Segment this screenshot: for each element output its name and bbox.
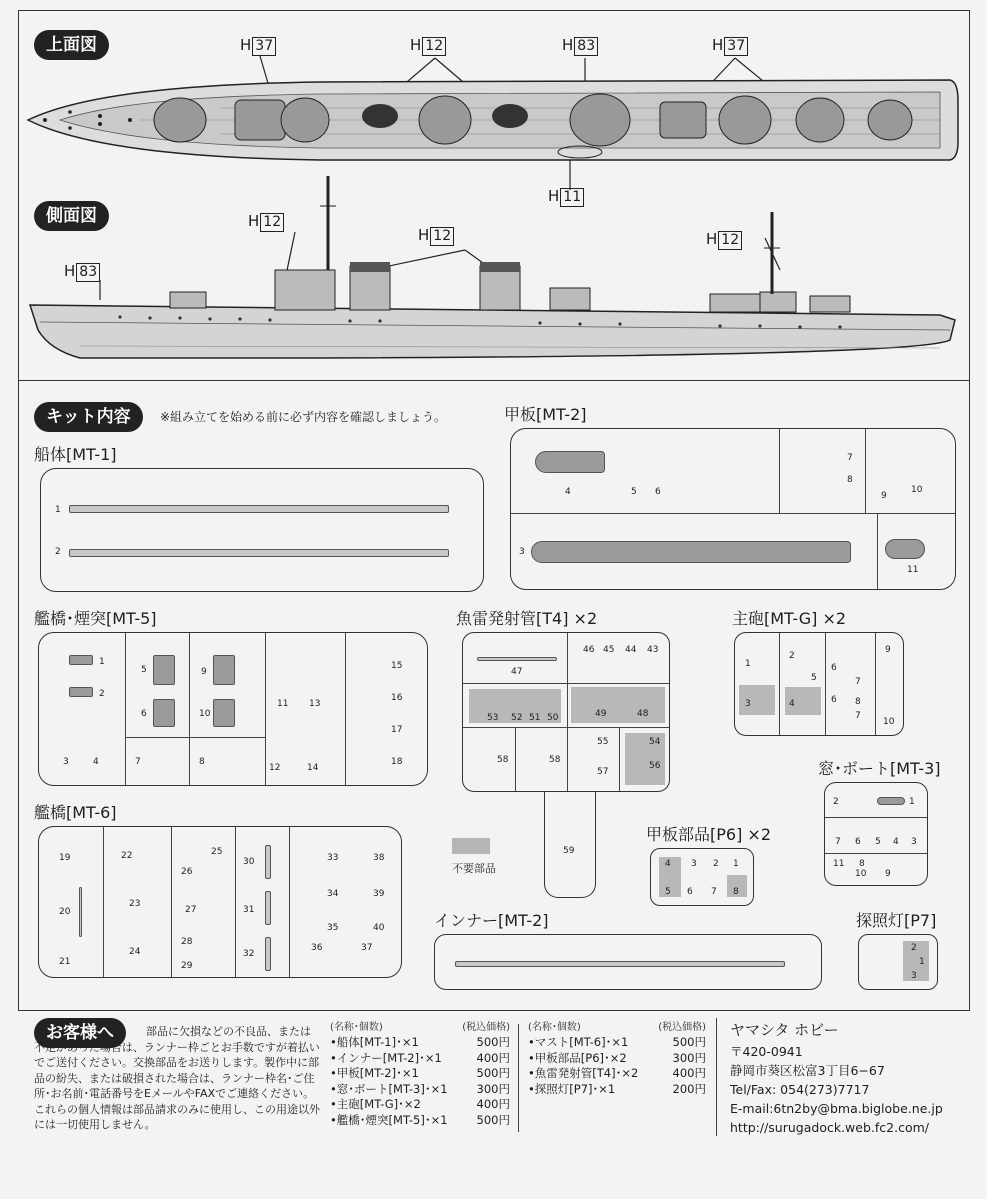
part-number: 5 bbox=[665, 887, 671, 897]
runner-window-boat bbox=[824, 782, 928, 886]
part-number: 28 bbox=[181, 937, 193, 947]
deck-part-11 bbox=[885, 539, 925, 559]
runner-title-deck-parts: 甲板部品[P6] ×2 bbox=[646, 825, 772, 844]
company-url[interactable]: http://surugadock.web.fc2.com/ bbox=[730, 1120, 929, 1135]
part-number: 17 bbox=[391, 725, 403, 735]
kit-note: ※組み立てを始める前に必ず内容を確認しましょう。 bbox=[160, 410, 447, 424]
part-number: 10 bbox=[911, 485, 923, 495]
part-number: 6 bbox=[831, 663, 837, 673]
part-number: 50 bbox=[547, 713, 559, 723]
part-number: 25 bbox=[211, 847, 223, 857]
part-number: 54 bbox=[649, 737, 661, 747]
part-number: 13 bbox=[309, 699, 321, 709]
part-number: 31 bbox=[243, 905, 255, 915]
runner-title-bridge-funnel: 艦橋･煙突[MT-5] bbox=[34, 609, 157, 628]
part-number: 1 bbox=[909, 797, 915, 807]
part-number: 44 bbox=[625, 645, 637, 655]
part-number: 6 bbox=[141, 709, 147, 719]
part-number: 6 bbox=[687, 887, 693, 897]
part-number: 47 bbox=[511, 667, 523, 677]
part-number: 57 bbox=[597, 767, 609, 777]
runner-hull bbox=[40, 468, 484, 592]
side-view-ship-drawing bbox=[20, 170, 970, 370]
runner-bridge-funnel bbox=[38, 632, 428, 786]
price-list-left: (名称･個数) (税込価格) •船体[MT-1]･×1 500円 •インナー[MT-2]･×1 400円 •甲板[MT-2]･×1 500円 •窓･ボート[MT-3]･×1 300円 •主砲[MT-G]･×2 400円 •艦橋･煙突[MT-5]･×1 500円 bbox=[330, 1022, 510, 1127]
part-number: 21 bbox=[59, 957, 71, 967]
callout-side-1: H 12 bbox=[248, 212, 284, 232]
part-number: 3 bbox=[745, 699, 751, 709]
part-number: 18 bbox=[391, 757, 403, 767]
runner-searchlight bbox=[858, 934, 938, 990]
callout-side-2: H 12 bbox=[418, 226, 454, 246]
part-number: 1 bbox=[733, 859, 739, 869]
part-number: 2 bbox=[55, 547, 61, 557]
part-number: 30 bbox=[243, 857, 255, 867]
part-number: 8 bbox=[733, 887, 739, 897]
company-address: 静岡市葵区松富3丁目6−67 bbox=[730, 1063, 885, 1078]
part-number: 3 bbox=[911, 837, 917, 847]
runner-title-window-boat: 窓･ボート[MT-3] bbox=[818, 759, 941, 778]
part-number: 8 bbox=[855, 697, 861, 707]
part-number: 56 bbox=[649, 761, 661, 771]
kit-contents-heading: キット内容 bbox=[34, 402, 143, 432]
part-number: 4 bbox=[665, 859, 671, 869]
part-number: 26 bbox=[181, 867, 193, 877]
callout-side-3: H 12 bbox=[706, 230, 742, 250]
part-number: 24 bbox=[129, 947, 141, 957]
part-number: 9 bbox=[885, 645, 891, 655]
part-number: 10 bbox=[883, 717, 895, 727]
part-number: 7 bbox=[711, 887, 717, 897]
part-number: 55 bbox=[597, 737, 609, 747]
part-number: 12 bbox=[269, 763, 281, 773]
part-number: 53 bbox=[487, 713, 499, 723]
section-divider bbox=[18, 1010, 970, 1011]
part-number: 3 bbox=[691, 859, 697, 869]
callout-side-4: H 83 bbox=[64, 262, 100, 282]
part-number: 4 bbox=[789, 699, 795, 709]
part-number: 58 bbox=[549, 755, 561, 765]
part-number: 11 bbox=[907, 565, 919, 575]
callout-top-2: H 12 bbox=[410, 36, 446, 56]
company-postal: 〒420-0941 bbox=[730, 1044, 803, 1059]
part-number: 6 bbox=[855, 837, 861, 847]
runner-title-main-gun: 主砲[MT-G] ×2 bbox=[732, 609, 847, 628]
price-list-right: (名称･個数) (税込価格) •マスト[MT-6]･×1 500円 •甲板部品[P6]･×2 300円 •魚雷発射管[T4]･×2 400円 •探照灯[P7]･×1 200円 bbox=[528, 1022, 706, 1096]
runner-deck bbox=[510, 428, 956, 590]
hull-part-1 bbox=[69, 505, 449, 513]
runner-title-deck: 甲板[MT-2] bbox=[504, 405, 587, 424]
part-number: 5 bbox=[875, 837, 881, 847]
part-number: 2 bbox=[833, 797, 839, 807]
part-number: 16 bbox=[391, 693, 403, 703]
part-number: 1 bbox=[55, 505, 61, 515]
part-number: 49 bbox=[595, 709, 607, 719]
part-number: 33 bbox=[327, 853, 339, 863]
part-number: 46 bbox=[583, 645, 595, 655]
part-number: 7 bbox=[835, 837, 841, 847]
part-number: 5 bbox=[811, 673, 817, 683]
runner-title-hull: 船体[MT-1] bbox=[34, 445, 117, 464]
section-divider bbox=[18, 380, 970, 381]
part-number: 45 bbox=[603, 645, 615, 655]
part-number: 40 bbox=[373, 923, 385, 933]
part-number: 7 bbox=[135, 757, 141, 767]
part-number: 10 bbox=[199, 709, 211, 719]
part-number: 1 bbox=[919, 957, 925, 967]
part-number: 5 bbox=[141, 665, 147, 675]
part-number: 4 bbox=[893, 837, 899, 847]
part-number: 2 bbox=[789, 651, 795, 661]
callout-top-3: H 83 bbox=[562, 36, 598, 56]
side-view-heading: 側面図 bbox=[34, 201, 109, 231]
runner-deck-parts bbox=[650, 848, 754, 906]
runner-bridge bbox=[38, 826, 402, 978]
callout-top-1: H 37 bbox=[240, 36, 276, 56]
part-number: 22 bbox=[121, 851, 133, 861]
part-number: 11 bbox=[277, 699, 289, 709]
runner-title-torpedo: 魚雷発射管[T4] ×2 bbox=[456, 609, 598, 628]
unused-parts-legend-label: 不要部品 bbox=[452, 862, 496, 875]
part-number: 27 bbox=[185, 905, 197, 915]
part-number: 11 bbox=[833, 859, 845, 869]
part-number: 1 bbox=[99, 657, 105, 667]
runner-torpedo-tab bbox=[544, 792, 596, 898]
deck-part-4 bbox=[535, 451, 605, 473]
callout-top-4: H 37 bbox=[712, 36, 748, 56]
part-number: 29 bbox=[181, 961, 193, 971]
customer-heading: お客様へ bbox=[34, 1018, 126, 1048]
part-number: 43 bbox=[647, 645, 659, 655]
part-number: 4 bbox=[93, 757, 99, 767]
company-name: ヤマシタ ホビー bbox=[730, 1021, 839, 1039]
part-number: 7 bbox=[847, 453, 853, 463]
part-number: 23 bbox=[129, 899, 141, 909]
part-number: 52 bbox=[511, 713, 523, 723]
part-number: 34 bbox=[327, 889, 339, 899]
part-number: 59 bbox=[563, 846, 575, 856]
part-number: 6 bbox=[831, 695, 837, 705]
part-number: 19 bbox=[59, 853, 71, 863]
part-number: 3 bbox=[63, 757, 69, 767]
part-number: 7 bbox=[855, 711, 861, 721]
company-email[interactable]: E-mail:6tn2by@bma.biglobe.ne.jp bbox=[730, 1101, 943, 1116]
part-number: 8 bbox=[199, 757, 205, 767]
part-number: 8 bbox=[859, 859, 865, 869]
deck-part-3 bbox=[531, 541, 851, 563]
part-number: 20 bbox=[59, 907, 71, 917]
part-number: 9 bbox=[201, 667, 207, 677]
part-number: 5 bbox=[631, 487, 637, 497]
runner-inner bbox=[434, 934, 822, 990]
part-number: 1 bbox=[745, 659, 751, 669]
customer-text: 部品に欠損などの不良品、または不足があった場合は、ランナー枠ごとお手数ですが着払いでご送付ください。交換部品をお送りします。製作中に部品の紛失、または破損された場合は、ランナー枠名･ご住所･お名前･電話番号をEメールやFAXでご連絡ください。これらの個人情報は部品請求のみに使用し、この用途以外には一切使用しません。 bbox=[34, 1025, 320, 1131]
part-number: 7 bbox=[855, 677, 861, 687]
part-number: 3 bbox=[519, 547, 525, 557]
part-number: 6 bbox=[655, 487, 661, 497]
part-number: 36 bbox=[311, 943, 323, 953]
part-number: 14 bbox=[307, 763, 319, 773]
part-number: 37 bbox=[361, 943, 373, 953]
part-number: 38 bbox=[373, 853, 385, 863]
top-view-heading: 上面図 bbox=[34, 30, 109, 60]
part-number: 2 bbox=[99, 689, 105, 699]
part-number: 3 bbox=[911, 971, 917, 981]
runner-main-gun bbox=[734, 632, 904, 736]
part-number: 48 bbox=[637, 709, 649, 719]
callout-top-5: H 11 bbox=[548, 187, 584, 207]
company-tel: Tel/Fax: 054(273)7717 bbox=[730, 1082, 870, 1097]
part-number: 35 bbox=[327, 923, 339, 933]
company-info bbox=[730, 1018, 943, 1137]
part-number: 10 bbox=[855, 869, 867, 879]
runner-title-searchlight: 探照灯[P7] bbox=[856, 911, 937, 930]
part-number: 2 bbox=[713, 859, 719, 869]
hull-part-2 bbox=[69, 549, 449, 557]
part-number: 9 bbox=[881, 491, 887, 501]
part-number: 39 bbox=[373, 889, 385, 899]
part-number: 15 bbox=[391, 661, 403, 671]
part-number: 8 bbox=[847, 475, 853, 485]
part-number: 58 bbox=[497, 755, 509, 765]
part-number: 32 bbox=[243, 949, 255, 959]
unused-parts-legend-swatch bbox=[452, 838, 490, 854]
part-number: 4 bbox=[565, 487, 571, 497]
runner-title-inner: インナー[MT-2] bbox=[434, 911, 549, 930]
part-number: 9 bbox=[885, 869, 891, 879]
runner-torpedo bbox=[462, 632, 670, 792]
part-number: 51 bbox=[529, 713, 541, 723]
part-number: 2 bbox=[911, 943, 917, 953]
runner-title-bridge: 艦橋[MT-6] bbox=[34, 803, 117, 822]
